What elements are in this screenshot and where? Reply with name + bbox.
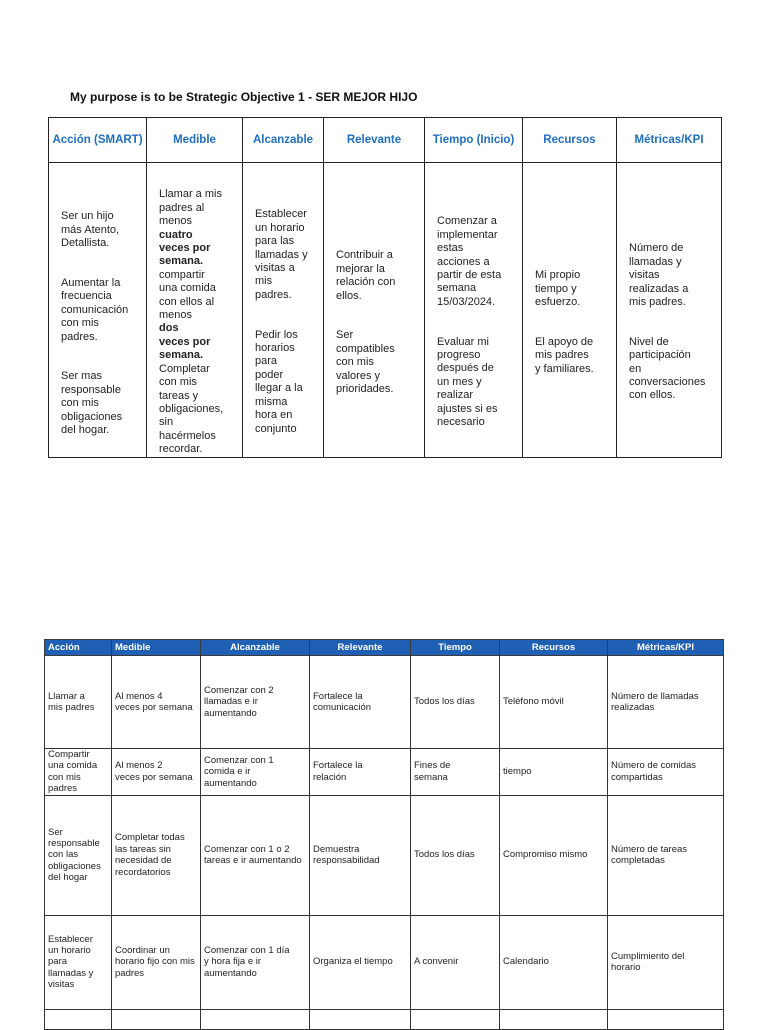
table-cell	[500, 915, 608, 1009]
table-cell	[112, 749, 201, 796]
cell-text: Número de llamadas realizadas	[611, 690, 699, 713]
smart-table-header	[49, 118, 722, 163]
table-cell	[112, 795, 201, 915]
header-medible: Medible	[147, 118, 243, 163]
cell-accion	[49, 163, 147, 458]
recursos-text-2: El apoyo de mis padres y familiares.	[535, 336, 594, 375]
cell-text: Cumplimiento del horario	[611, 950, 685, 974]
table-cell	[45, 749, 112, 796]
table-cell	[500, 749, 608, 796]
cell-text: Calendario	[503, 956, 549, 968]
table-cell	[112, 915, 201, 1009]
header-tiempo: Tiempo (Inicio)	[425, 118, 523, 163]
table-cell	[310, 915, 411, 1009]
page-title: My purpose is to be Strategic Objective 1 - SER MEJOR HIJO	[70, 90, 418, 104]
medible-text-c: compartir una comida con ellos al menos	[159, 268, 216, 322]
alcanzable-text-2: Pedir los horarios para poder llegar a la misma hora en conjunto	[255, 328, 303, 435]
table-cell	[45, 795, 112, 915]
cell-text: Llamar a mis padres	[48, 690, 95, 713]
medible-text-d: dos veces por semana.	[159, 322, 211, 362]
cell-text: Al menos 4 veces por semana	[115, 690, 193, 713]
table-cell	[45, 915, 112, 1009]
table-row	[45, 1009, 724, 1029]
table-cell	[201, 1009, 310, 1029]
cell-text: Compromiso mismo	[503, 849, 588, 861]
table-cell	[608, 1009, 724, 1029]
cell-metricas	[617, 163, 722, 458]
table-cell	[45, 656, 112, 749]
cell-alcanzable	[243, 163, 324, 458]
cell-tiempo	[425, 163, 523, 458]
table-cell	[310, 656, 411, 749]
cell-text: Comenzar con 2 llamadas e ir aumentando	[204, 684, 274, 719]
header-accion: Acción (SMART)	[49, 118, 147, 163]
cell-text: Todos los días	[414, 696, 475, 708]
metricas-text-1: Número de llamadas y visitas realizadas a mis padres.	[629, 242, 689, 309]
table-cell	[310, 795, 411, 915]
header-alcanzable: Alcanzable	[243, 118, 324, 163]
table-cell	[500, 656, 608, 749]
cell-relevante	[324, 163, 425, 458]
tiempo-text-1: Comenzar a implementar estas acciones a partir de esta semana 15/03/2024.	[437, 215, 502, 308]
cell-text: A convenir	[414, 956, 459, 968]
smart-table-row	[49, 163, 722, 458]
alcanzable-text-1: Establecer un horario para las llamadas y visitas a mis padres.	[255, 208, 308, 301]
relevante-text-2: Ser compatibles con mis valores y prioridades.	[336, 329, 395, 396]
medible-text-b: cuatro veces por semana.	[159, 228, 211, 268]
table-cell	[201, 656, 310, 749]
plan-table-header	[45, 640, 724, 656]
plan-header-metricas: Métricas/KPI	[608, 640, 724, 656]
table-row	[45, 656, 724, 749]
cell-text: Teléfono móvil	[503, 696, 564, 708]
table-row	[45, 915, 724, 1009]
cell-text: Coordinar un horario fijo con mis padres	[115, 945, 195, 979]
accion-text-2: Aumentar la frecuencia comunicación con mis padres.	[61, 277, 129, 343]
tiempo-text-2: Evaluar mi progreso después de un mes y realizar ajustes si es necesario	[437, 335, 498, 429]
accion-text-1: Ser un hijo más Atento, Detallista.	[61, 210, 120, 250]
recursos-text-1: Mi propio tiempo y esfuerzo.	[535, 269, 581, 309]
plan-header-relevante: Relevante	[310, 640, 411, 656]
plan-header-medible: Medible	[112, 640, 201, 656]
cell-text: Organiza el tiempo	[313, 956, 393, 968]
relevante-text-1: Contribuir a mejorar la relación con ellos.	[336, 249, 396, 302]
table-cell	[112, 1009, 201, 1029]
header-metricas: Métricas/KPI	[617, 118, 722, 163]
cell-text: Comenzar con 1 día y hora fija e ir aumentando	[204, 945, 290, 979]
table-cell	[608, 915, 724, 1009]
cell-text: Establecer un horario para llamadas y visitas	[48, 933, 94, 991]
plan-header-accion: Acción	[45, 640, 112, 656]
cell-text: Completar todas las tareas sin necesidad de recordatorios	[115, 832, 185, 878]
header-recursos: Recursos	[523, 118, 617, 163]
table-cell	[411, 656, 500, 749]
medible-text-e: Completar con mis tareas y obligaciones, sin hacérmelos recordar.	[159, 362, 224, 456]
table-cell	[500, 1009, 608, 1029]
cell-text: Número de tareas completadas	[611, 843, 688, 867]
table-cell	[310, 749, 411, 796]
cell-text: Número de comidas compartidas	[611, 760, 697, 783]
table-cell	[411, 749, 500, 796]
cell-text: Todos los días	[414, 849, 475, 861]
table-row	[45, 749, 724, 796]
cell-text: Fortalece la comunicación	[313, 690, 372, 713]
table-cell	[310, 1009, 411, 1029]
table-cell	[201, 915, 310, 1009]
cell-medible	[147, 163, 243, 458]
smart-objectives-table	[48, 117, 722, 458]
table-cell	[45, 1009, 112, 1029]
cell-text: Fortalece la relación	[313, 760, 363, 783]
cell-text: Ser responsable con las obligaciones del hogar	[48, 826, 101, 884]
accion-text-3: Ser mas responsable con mis obligaciones del hogar.	[61, 370, 123, 437]
plan-header-alcanzable: Alcanzable	[201, 640, 310, 656]
table-cell	[608, 749, 724, 796]
cell-recursos	[523, 163, 617, 458]
table-cell	[411, 1009, 500, 1029]
cell-text: Comenzar con 1 comida e ir aumentando	[204, 754, 274, 789]
table-cell	[608, 656, 724, 749]
cell-text: Al menos 2 veces por semana	[115, 760, 193, 783]
metricas-text-2: Nivel de participación en conversaciones con ellos.	[629, 335, 706, 402]
cell-text: Fines de semana	[414, 760, 451, 783]
cell-text: Compartir una comida con mis padres	[48, 749, 98, 795]
plan-header-recursos: Recursos	[500, 640, 608, 656]
table-cell	[608, 795, 724, 915]
table-cell	[201, 795, 310, 915]
action-plan-table	[44, 639, 724, 1030]
cell-text: Comenzar con 1 o 2 tareas e ir aumentando	[204, 843, 302, 867]
plan-header-tiempo: Tiempo	[411, 640, 500, 656]
table-row	[45, 795, 724, 915]
table-cell	[201, 749, 310, 796]
table-cell	[500, 795, 608, 915]
cell-text: Demuestra responsabilidad	[313, 843, 380, 867]
table-cell	[411, 915, 500, 1009]
cell-text: tiempo	[503, 766, 532, 778]
table-cell	[411, 795, 500, 915]
header-relevante: Relevante	[324, 118, 425, 163]
medible-text-a: Llamar a mis padres al menos	[159, 188, 222, 228]
table-cell	[112, 656, 201, 749]
